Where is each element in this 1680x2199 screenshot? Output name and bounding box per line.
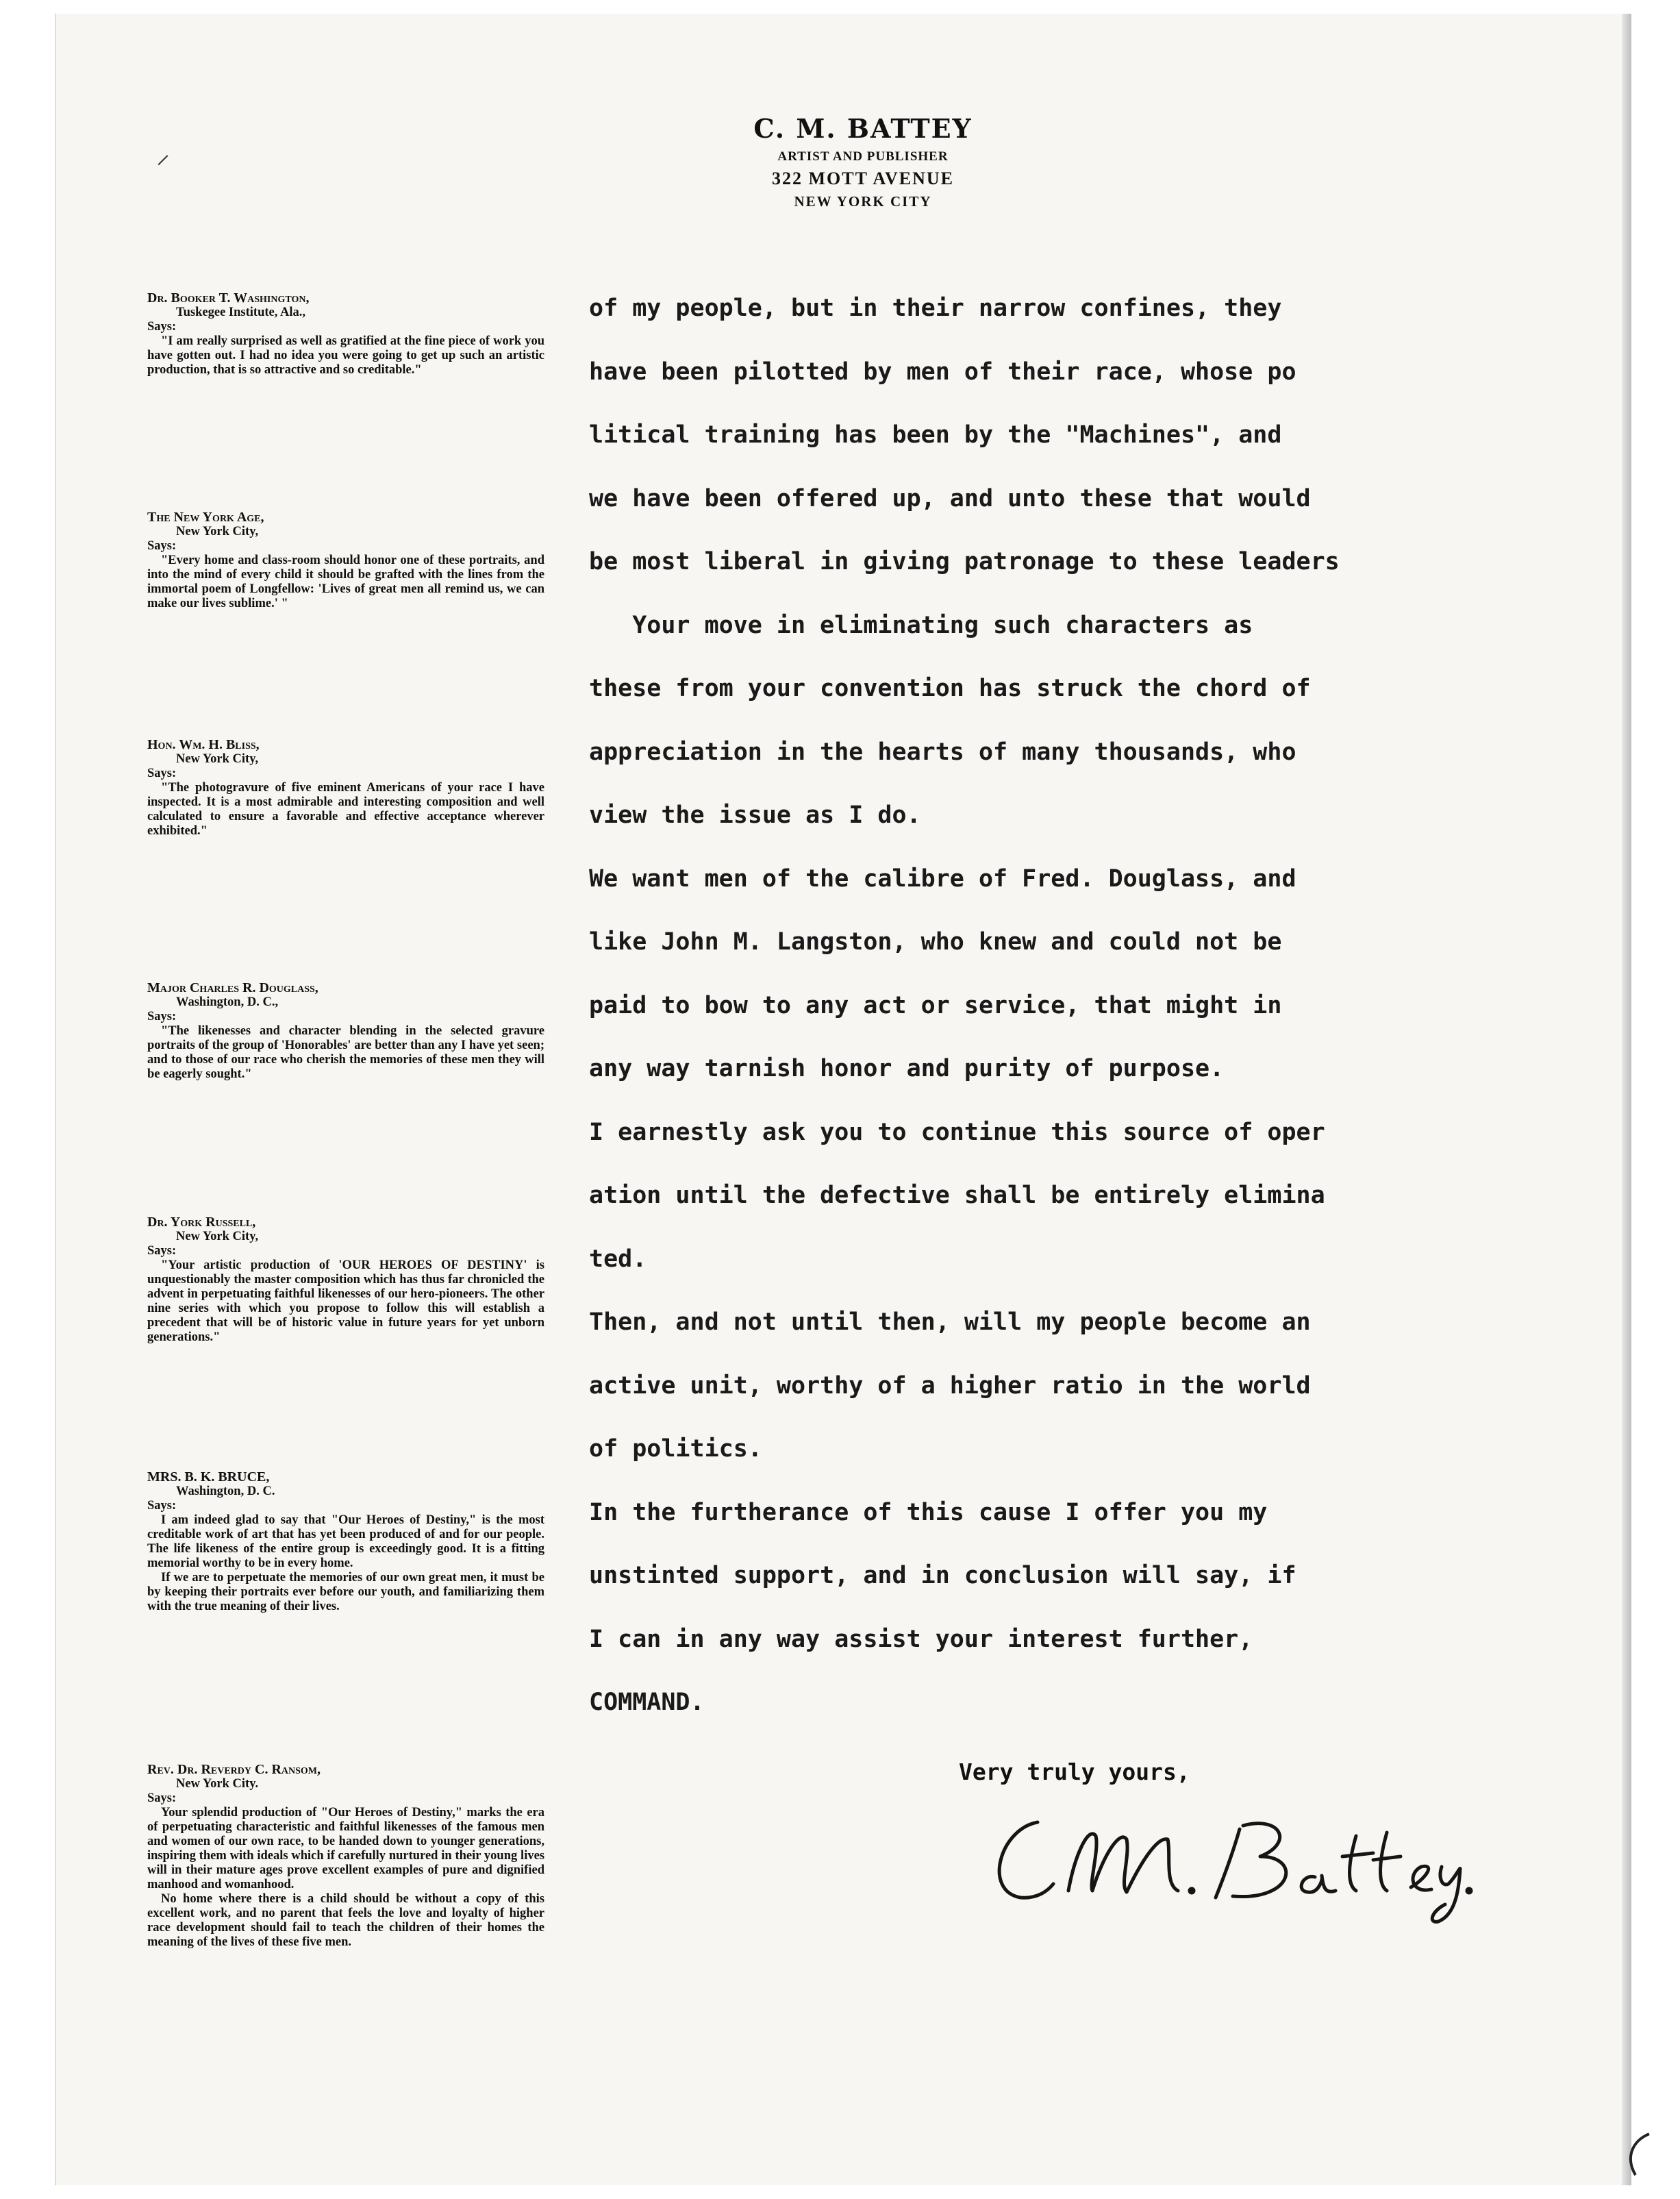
testimonial-quote: "The likenesses and character blending in the selected gravure portraits of the group of 'Honorables' are better than any I have yet seen; and to those of our race who cherish the memories of these men they will be eagerly sought." [147, 1024, 544, 1081]
letter-line: be most liberal in giving patronage to these leaders [589, 548, 1340, 575]
testimonial-quote: "Every home and class-room should honor one of these portraits, and into the mind of every child it should be grafted with the lines from the immortal poem of Longfellow: 'Lives of great men all remind us, we can make our lives sublime.' " [147, 554, 544, 610]
testimonial-says: Says: [147, 1499, 177, 1513]
letter-line: We want men of the calibre of Fred. Douglass, and [589, 865, 1296, 893]
letter-line: Then, and not until then, will my people become an [589, 1308, 1311, 1336]
testimonial-quote-continued: If we are to perpetuate the memories of our own great men, it must be by keeping their portraits ever before our youth, and familiarizing them with the true meaning of their lives. [147, 1571, 544, 1613]
letter-line: like John M. Langston, who knew and could not be [589, 928, 1282, 956]
letterhead-city: NEW YORK CITY [794, 193, 932, 210]
testimonial-name: MRS. B. K. BRUCE, [147, 1469, 270, 1484]
letter-line: we have been offered up, and unto these that would [589, 485, 1311, 512]
letter-line: ted. [589, 1245, 647, 1273]
testimonial-new-york-age [147, 510, 544, 611]
testimonial-washington [147, 291, 544, 377]
letter-line: of my people, but in their narrow confines, they [589, 295, 1282, 322]
testimonial-location: New York City, [176, 1230, 259, 1243]
letter-line: any way tarnish honor and purity of purpose. [589, 1055, 1225, 1082]
letter-line: I earnestly ask you to continue this source of oper [589, 1119, 1325, 1146]
letterhead-address: 322 MOTT AVENUE [772, 169, 954, 188]
testimonial-location: New York City. [176, 1777, 259, 1791]
testimonial-bruce [147, 1470, 544, 1614]
testimonial-location: New York City, [176, 525, 259, 538]
testimonial-says: Says: [147, 1244, 177, 1258]
testimonial-quote: "Your artistic production of 'OUR HEROES OF DESTINY' is unquestionably the master composition which has thus far chronicled the advent in perpetuating faithful likenesses of our hero-pioneers. The other nine series with which you propose to follow this will establish a precedent that will be of historic value in future years for yet unborn generations." [147, 1258, 544, 1344]
letterhead [651, 113, 1075, 210]
testimonial-name: The New York Age, [147, 510, 264, 525]
letter-line: litical training has been by the "Machines", and [589, 421, 1282, 449]
letter-line: unstinted support, and in conclusion will say, if [589, 1562, 1296, 1589]
testimonial-bliss [147, 738, 544, 838]
testimonial-says: Says: [147, 1010, 177, 1023]
testimonial-name: Major Charles R. Douglass, [147, 980, 318, 995]
testimonial-quote: "The photogravure of five eminent Americans of your race I have inspected. It is a most admirable and interesting composition and well calculated to ensure a favorable and effective acceptance wherever exhibited." [147, 781, 544, 838]
handwritten-signature [973, 1788, 1479, 1925]
testimonial-quote: "I am really surprised as well as gratified at the fine piece of work you have gotten out. I had no idea you were going to get up such an artistic production, that is so attractive and so creditable." [147, 334, 544, 377]
testimonial-name: Dr. Booker T. Washington, [147, 290, 310, 306]
letter-line: Your move in eliminating such characters as [589, 612, 1253, 639]
testimonial-says: Says: [147, 320, 177, 334]
letter-line: these from your convention has struck the chord of [589, 675, 1311, 702]
letter-line: I can in any way assist your interest further, [589, 1626, 1268, 1653]
testimonial-says: Says: [147, 539, 177, 553]
testimonial-says: Says: [147, 767, 177, 780]
testimonial-location: Washington, D. C. [176, 1484, 275, 1498]
letter-line: active unit, worthy of a higher ratio in the world [589, 1372, 1311, 1400]
testimonial-quote: Your splendid production of "Our Heroes of Destiny," marks the era of perpetuating characteristic and faithful likenesses of the famous men and women of our own race, to be handed down to younger generations, inspiring them with ideals which if carefully nurtured in their young lives will in their mature ages prove excellent examples of pure and dignified manhood and womanhood. [147, 1806, 544, 1891]
letter-line: In the furtherance of this cause I offer you my [589, 1499, 1268, 1526]
letter-line: appreciation in the hearts of many thousands, who [589, 738, 1296, 766]
testimonial-name: Hon. Wm. H. Bliss, [147, 737, 260, 752]
testimonial-name: Dr. York Russell, [147, 1215, 256, 1230]
page-corner-mark [1618, 2127, 1659, 2182]
testimonial-douglass [147, 981, 544, 1082]
testimonial-ransom [147, 1763, 544, 1950]
closing-salutation: Very truly yours, [959, 1759, 1190, 1785]
testimonial-location: New York City, [176, 752, 259, 766]
letterhead-name: C. M. BATTEY [753, 113, 973, 144]
testimonial-location: Tuskegee Institute, Ala., [176, 306, 305, 319]
testimonial-quote: I am indeed glad to say that "Our Heroes of Destiny," is the most creditable work of art that has yet been produced of and for our people. The life likeness of the entire group is exceedingly good. It is a fitting memorial worthy to be in every home. [147, 1513, 544, 1570]
letter-line: ation until the defective shall be entirely elimina [589, 1182, 1325, 1209]
letter-line: paid to bow to any act or service, that might in [589, 992, 1282, 1019]
letterhead-title: ARTIST AND PUBLISHER [777, 149, 949, 164]
letter-line: have been pilotted by men of their race, whose po [589, 358, 1296, 386]
letter-line: of politics. [589, 1435, 762, 1463]
letter-line: view the issue as I do. [589, 802, 921, 829]
testimonial-location: Washington, D. C., [176, 995, 279, 1009]
letter-line: COMMAND. [589, 1689, 705, 1716]
page-edge-shadow [1622, 14, 1631, 2185]
testimonial-name: Rev. Dr. Reverdy C. Ransom, [147, 1762, 321, 1777]
testimonial-says: Says: [147, 1791, 177, 1805]
testimonial-quote-continued: No home where there is a child should be without a copy of this excellent work, and no parent that feels the love and loyalty of higher race development should fail to teach the children of their homes the meaning of the lives of these five men. [147, 1892, 544, 1949]
margin-mark: ⸝ [156, 138, 170, 170]
testimonial-russell [147, 1215, 544, 1345]
